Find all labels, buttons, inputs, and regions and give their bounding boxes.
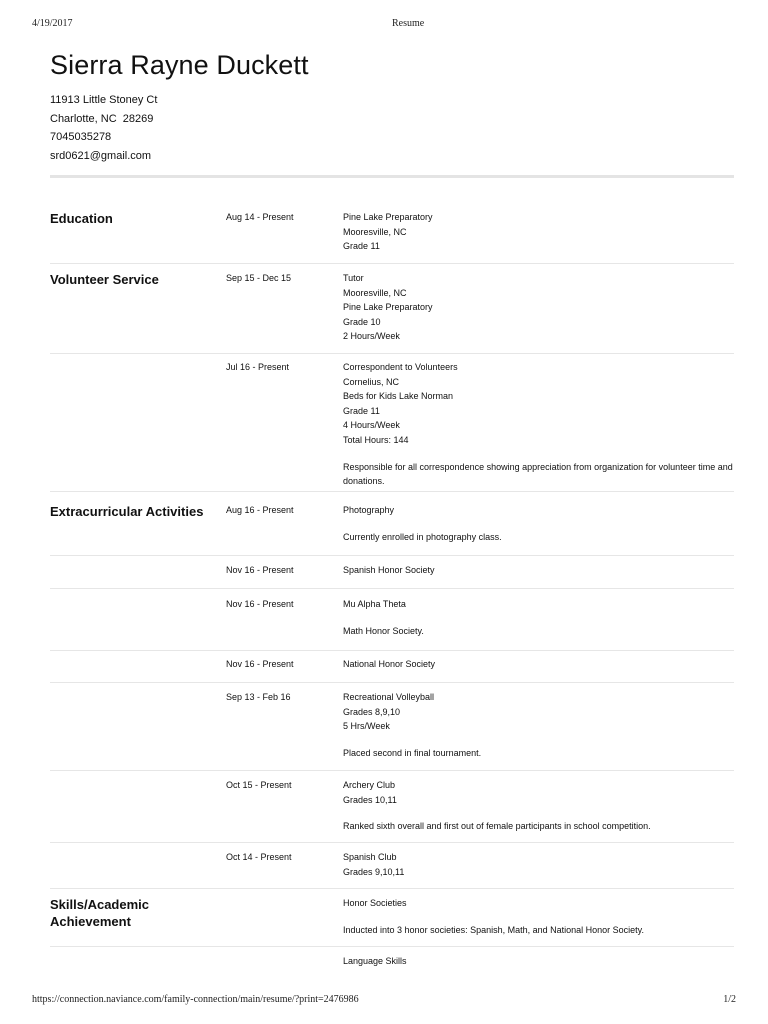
entry-line: Tutor — [343, 273, 364, 283]
entry-details — [343, 896, 735, 937]
entry-details — [343, 778, 735, 834]
section-title-education: Education — [50, 211, 113, 226]
entry-line: Honor Societies — [343, 898, 407, 908]
entry-details — [343, 657, 735, 672]
skill-entry — [50, 896, 734, 947]
contact-city: Charlotte, NC 28269 — [50, 112, 154, 125]
entry-description: Math Honor Society. — [343, 625, 424, 636]
entry-description: Ranked sixth overall and first out of female participants in school competition. — [343, 821, 651, 832]
entry-date: Oct 14 - Present — [226, 852, 292, 862]
volunteer-entry — [50, 271, 734, 354]
section-title-volunteer: Volunteer Service — [50, 272, 159, 287]
entry-details — [343, 597, 735, 638]
entry-date: Aug 16 - Present — [226, 505, 294, 515]
entry-line: Mu Alpha Theta — [343, 599, 406, 609]
activity-entry — [50, 690, 734, 771]
resume-name: Sierra Rayne Duckett — [50, 50, 309, 80]
entry-line: Cornelius, NC — [343, 376, 400, 387]
entry-line: Grade 10 — [343, 316, 381, 327]
entry-line: Grades 10,11 — [343, 794, 397, 805]
activity-entry — [50, 778, 734, 843]
entry-line: Photography — [343, 505, 395, 515]
entry-details — [343, 690, 735, 760]
entry-line: Recreational Volleyball — [343, 692, 435, 702]
contact-address: 11913 Little Stoney Ct — [50, 94, 158, 106]
print-title: Resume — [392, 18, 425, 29]
entry-line: Archery Club — [343, 780, 396, 790]
education-entry — [50, 210, 734, 264]
entry-line: 4 Hours/Week — [343, 420, 400, 431]
entry-line: Beds for Kids Lake Norman — [343, 391, 454, 402]
entry-description: Inducted into 3 honor societies: Spanish, Math, and National Honor Society. — [343, 924, 645, 935]
entry-line: Grade 11 — [343, 405, 380, 416]
entry-line: Correspondent to Volunteers — [343, 362, 458, 372]
entry-details — [343, 563, 735, 578]
entry-line: Pine Lake Preparatory — [343, 302, 433, 313]
skill-entry — [50, 954, 734, 974]
entry-details — [343, 360, 735, 489]
entry-description: Currently enrolled in photography class. — [343, 531, 502, 542]
header-divider — [50, 175, 734, 178]
entry-line: Total Hours: 144 — [343, 434, 409, 445]
entry-date: Nov 16 - Present — [226, 659, 294, 669]
entry-line: Grades 9,10,11 — [343, 866, 405, 877]
entry-details — [343, 271, 735, 344]
entry-date: Nov 16 - Present — [226, 565, 294, 575]
entry-date: Oct 15 - Present — [226, 780, 292, 790]
contact-phone: 7045035278 — [50, 131, 112, 143]
entry-details — [343, 210, 735, 254]
entry-line: Language Skills — [343, 956, 407, 966]
entry-line: Grades 8,9,10 — [343, 706, 401, 717]
print-footer — [32, 994, 736, 1008]
entry-line: 2 Hours/Week — [343, 331, 400, 342]
entry-details — [343, 503, 735, 544]
entry-date: Nov 16 - Present — [226, 599, 294, 609]
entry-date: Sep 13 - Feb 16 — [226, 692, 291, 702]
entry-line: Grade 11 — [343, 241, 380, 252]
contact-email: srd0621@gmail.com — [50, 149, 152, 162]
entry-date: Sep 15 - Dec 15 — [226, 273, 292, 283]
entry-line: Mooresville, NC — [343, 287, 407, 298]
activity-entry — [50, 597, 734, 651]
activity-entry — [50, 657, 734, 683]
section-title-extracurricular: Extracurricular Activities — [50, 504, 204, 519]
activity-entry — [50, 850, 734, 889]
entry-description: Placed second in final tournament. — [343, 747, 482, 758]
entry-line: 5 Hrs/Week — [343, 721, 390, 732]
entry-line: Pine Lake Preparatory — [343, 212, 433, 222]
page-number: 1/2 — [723, 994, 736, 1005]
entry-line: National Honor Society — [343, 659, 436, 669]
entry-details — [343, 850, 735, 879]
contact-block — [50, 92, 157, 166]
entry-line: Spanish Club — [343, 852, 397, 862]
entry-date: Aug 14 - Present — [226, 212, 294, 222]
print-url: https://connection.naviance.com/family-connection/main/resume/?print=2476986 — [32, 994, 359, 1005]
activity-entry — [50, 563, 734, 589]
entry-description: Responsible for all correspondence showing appreciation from organization for volunteer time and donations. — [343, 461, 733, 487]
activity-entry — [50, 503, 734, 556]
print-header — [32, 18, 736, 32]
volunteer-entry — [50, 360, 734, 492]
section-title-skills: Skills/Academic Achievement — [50, 897, 149, 929]
entry-date: Jul 16 - Present — [226, 362, 290, 372]
entry-line: Mooresville, NC — [343, 226, 407, 237]
entry-details — [343, 954, 735, 969]
print-date: 4/19/2017 — [32, 18, 73, 29]
entry-line: Spanish Honor Society — [343, 565, 435, 575]
